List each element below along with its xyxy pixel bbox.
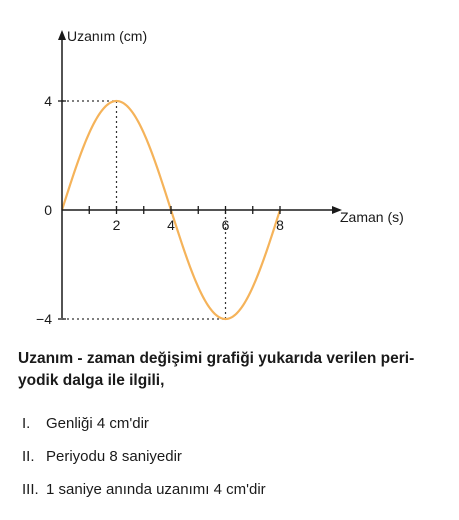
statement-text: Genliği 4 cm'dir <box>46 415 149 432</box>
statement-list <box>22 415 266 514</box>
statement-item <box>22 415 266 448</box>
y-axis-label: Uzanım (cm) <box>67 28 148 44</box>
question-text <box>18 348 448 392</box>
y-tick-label: 4 <box>44 93 52 109</box>
statement-number: I. <box>22 415 31 432</box>
statement-number: III. <box>22 481 39 498</box>
y-axis-arrow <box>58 30 66 40</box>
x-tick-label: 4 <box>167 217 175 233</box>
question-line-1: Uzanım - zaman değişimi grafiği yukarıda verilen peri- <box>18 350 415 367</box>
statement-text: Periyodu 8 saniyedir <box>46 448 182 465</box>
x-tick-label: 6 <box>221 217 230 233</box>
question-line-2: yodik dalga ile ilgili, <box>18 372 165 389</box>
x-tick-label: 8 <box>276 217 284 233</box>
statement-item <box>22 481 266 514</box>
statement-text: 1 saniye anında uzanımı 4 cm'dir <box>46 481 266 498</box>
axes <box>58 30 342 318</box>
statement-number: II. <box>22 448 35 465</box>
y-tick-label: −4 <box>36 311 52 327</box>
x-axis-label: Zaman (s) <box>340 209 404 225</box>
statement-item <box>22 448 266 481</box>
x-tick-label: 2 <box>112 217 121 233</box>
y-tick-label: 0 <box>44 202 52 218</box>
